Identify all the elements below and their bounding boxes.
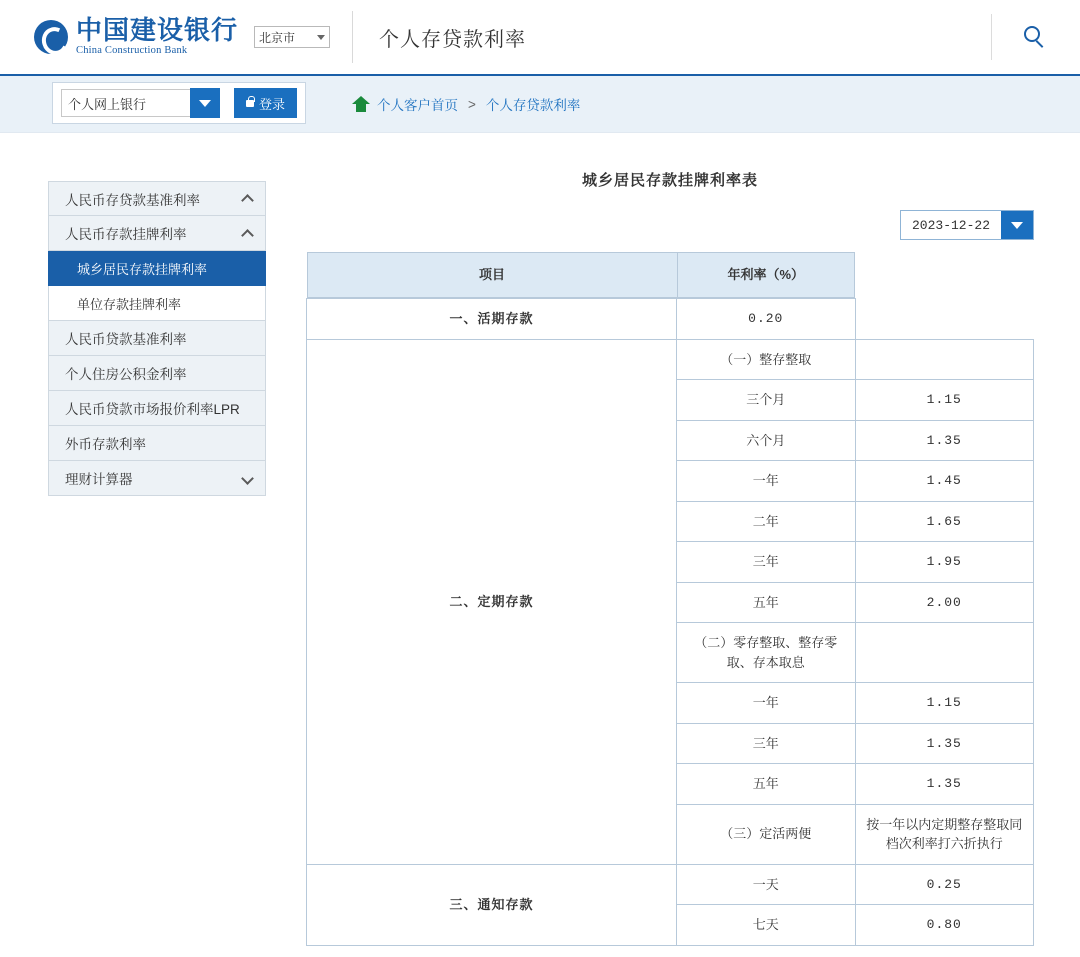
sidebar-item-7[interactable] bbox=[48, 426, 266, 461]
page-content bbox=[0, 133, 1080, 946]
logo-text-en: China Construction Bank bbox=[76, 45, 188, 57]
rate-row-value: 0.25 bbox=[855, 864, 1034, 905]
rate-row-label: 三年 bbox=[677, 542, 856, 583]
rate-row-label: 二年 bbox=[677, 501, 856, 542]
logo-text-cn: 中国建设银行 bbox=[76, 15, 239, 46]
sidebar-nav bbox=[48, 181, 266, 946]
main-panel bbox=[266, 133, 1080, 946]
deposit-rates-table bbox=[306, 252, 1034, 946]
sidebar-item-label: 理财计算器 bbox=[65, 472, 133, 487]
sub-header-bar bbox=[0, 76, 1080, 133]
sidebar-item-label: 外币存款利率 bbox=[65, 437, 146, 452]
sidebar-item-label: 人民币存款挂牌利率 bbox=[65, 227, 187, 242]
city-select-value: 北京市 bbox=[259, 30, 296, 45]
breadcrumb-separator: > bbox=[468, 96, 476, 112]
rate-row-value: 1.15 bbox=[855, 683, 1034, 724]
rate-row-label: 七天 bbox=[677, 905, 856, 946]
sidebar-item-label: 人民币贷款市场报价利率LPR bbox=[65, 402, 240, 417]
ebank-login-box bbox=[52, 82, 306, 124]
sidebar-item-label: 人民币存贷款基准利率 bbox=[65, 192, 200, 208]
search-area bbox=[991, 0, 1080, 74]
column-header-item: 项目 bbox=[307, 253, 677, 298]
rate-row-label: （三）定活两便 bbox=[677, 804, 856, 864]
header-divider bbox=[352, 11, 353, 63]
chevron-down-icon bbox=[199, 100, 211, 107]
date-select-dropdown-button[interactable] bbox=[1001, 211, 1033, 239]
rate-row-label: 五年 bbox=[677, 764, 856, 805]
rate-row-value: 2.00 bbox=[855, 582, 1034, 623]
sidebar-item-0[interactable] bbox=[48, 181, 266, 216]
rate-row-value: 0.20 bbox=[677, 299, 856, 340]
ebank-select-dropdown-button[interactable] bbox=[190, 88, 220, 118]
rate-row-value bbox=[855, 623, 1034, 683]
date-filter-row bbox=[306, 210, 1034, 240]
sidebar-item-label: 个人住房公积金利率 bbox=[65, 367, 187, 382]
rate-row-label: 五年 bbox=[677, 582, 856, 623]
rate-row-label: 三年 bbox=[677, 723, 856, 764]
sidebar-item-4[interactable] bbox=[48, 321, 266, 356]
table-row bbox=[307, 299, 1034, 340]
sidebar-item-5[interactable] bbox=[48, 356, 266, 391]
rate-row-value: 1.35 bbox=[855, 420, 1034, 461]
chevron-down-icon bbox=[317, 35, 325, 40]
breadcrumb bbox=[352, 76, 580, 132]
sidebar-item-3[interactable] bbox=[48, 286, 266, 321]
lock-icon bbox=[246, 100, 254, 107]
search-divider bbox=[991, 14, 992, 60]
breadcrumb-current: 个人存贷款利率 bbox=[485, 98, 581, 113]
rate-row-label: （二）零存整取、整存零取、存本取息 bbox=[677, 623, 856, 683]
rates-table-title: 城乡居民存款挂牌利率表 bbox=[581, 172, 758, 189]
rate-row-value bbox=[855, 339, 1034, 380]
sidebar-item-8[interactable] bbox=[48, 461, 266, 496]
rate-row-label: 三个月 bbox=[677, 380, 856, 421]
sidebar-item-label: 单位存款挂牌利率 bbox=[77, 296, 182, 312]
table-header-row bbox=[307, 252, 1034, 299]
chevron-up-icon bbox=[242, 228, 253, 239]
ebank-type-select[interactable] bbox=[61, 89, 191, 117]
table-row bbox=[307, 864, 1034, 905]
rate-row-label: 一天 bbox=[677, 864, 856, 905]
rate-row-label: 一、活期存款 bbox=[307, 299, 677, 340]
rate-row-label: 一年 bbox=[677, 683, 856, 724]
chevron-up-icon bbox=[242, 193, 253, 204]
page-title: 个人存贷款利率 bbox=[379, 28, 527, 51]
bank-logo[interactable] bbox=[0, 15, 239, 57]
sidebar-item-2[interactable] bbox=[48, 251, 266, 286]
chevron-down-icon bbox=[1011, 222, 1023, 229]
rate-row-label: 六个月 bbox=[677, 420, 856, 461]
site-header bbox=[0, 0, 1080, 76]
sidebar-item-label: 人民币贷款基准利率 bbox=[65, 332, 187, 347]
rate-row-value: 1.35 bbox=[855, 723, 1034, 764]
login-button-label: 登录 bbox=[259, 96, 286, 112]
home-icon bbox=[352, 96, 370, 112]
rate-row-value: 按一年以内定期整存整取同档次利率打六折执行 bbox=[855, 804, 1034, 864]
sidebar-item-1[interactable] bbox=[48, 216, 266, 251]
rate-row-value: 0.80 bbox=[855, 905, 1034, 946]
rate-category-label: 三、通知存款 bbox=[307, 864, 677, 945]
ebank-type-value: 个人网上银行 bbox=[68, 96, 147, 112]
effective-date-select[interactable] bbox=[900, 210, 1034, 240]
search-icon[interactable] bbox=[1024, 26, 1046, 48]
sidebar-item-6[interactable] bbox=[48, 391, 266, 426]
effective-date-value: 2023-12-22 bbox=[911, 217, 990, 233]
city-select[interactable] bbox=[254, 26, 330, 48]
breadcrumb-home-link[interactable]: 个人客户首页 bbox=[377, 98, 458, 113]
rate-row-label: （一）整存整取 bbox=[677, 339, 856, 380]
login-button[interactable] bbox=[234, 88, 297, 118]
rate-row-label: 一年 bbox=[677, 461, 856, 502]
rate-row-value: 1.15 bbox=[855, 380, 1034, 421]
ccb-logo-icon bbox=[34, 20, 68, 54]
rate-row-value: 1.45 bbox=[855, 461, 1034, 502]
rate-row-value: 1.35 bbox=[855, 764, 1034, 805]
rate-category-label: 二、定期存款 bbox=[307, 339, 677, 864]
table-row bbox=[307, 339, 1034, 380]
column-header-rate: 年利率（%） bbox=[677, 253, 855, 298]
rate-row-value: 1.95 bbox=[855, 542, 1034, 583]
rate-row-value: 1.65 bbox=[855, 501, 1034, 542]
sidebar-item-label: 城乡居民存款挂牌利率 bbox=[77, 261, 208, 277]
chevron-down-icon bbox=[242, 473, 253, 484]
